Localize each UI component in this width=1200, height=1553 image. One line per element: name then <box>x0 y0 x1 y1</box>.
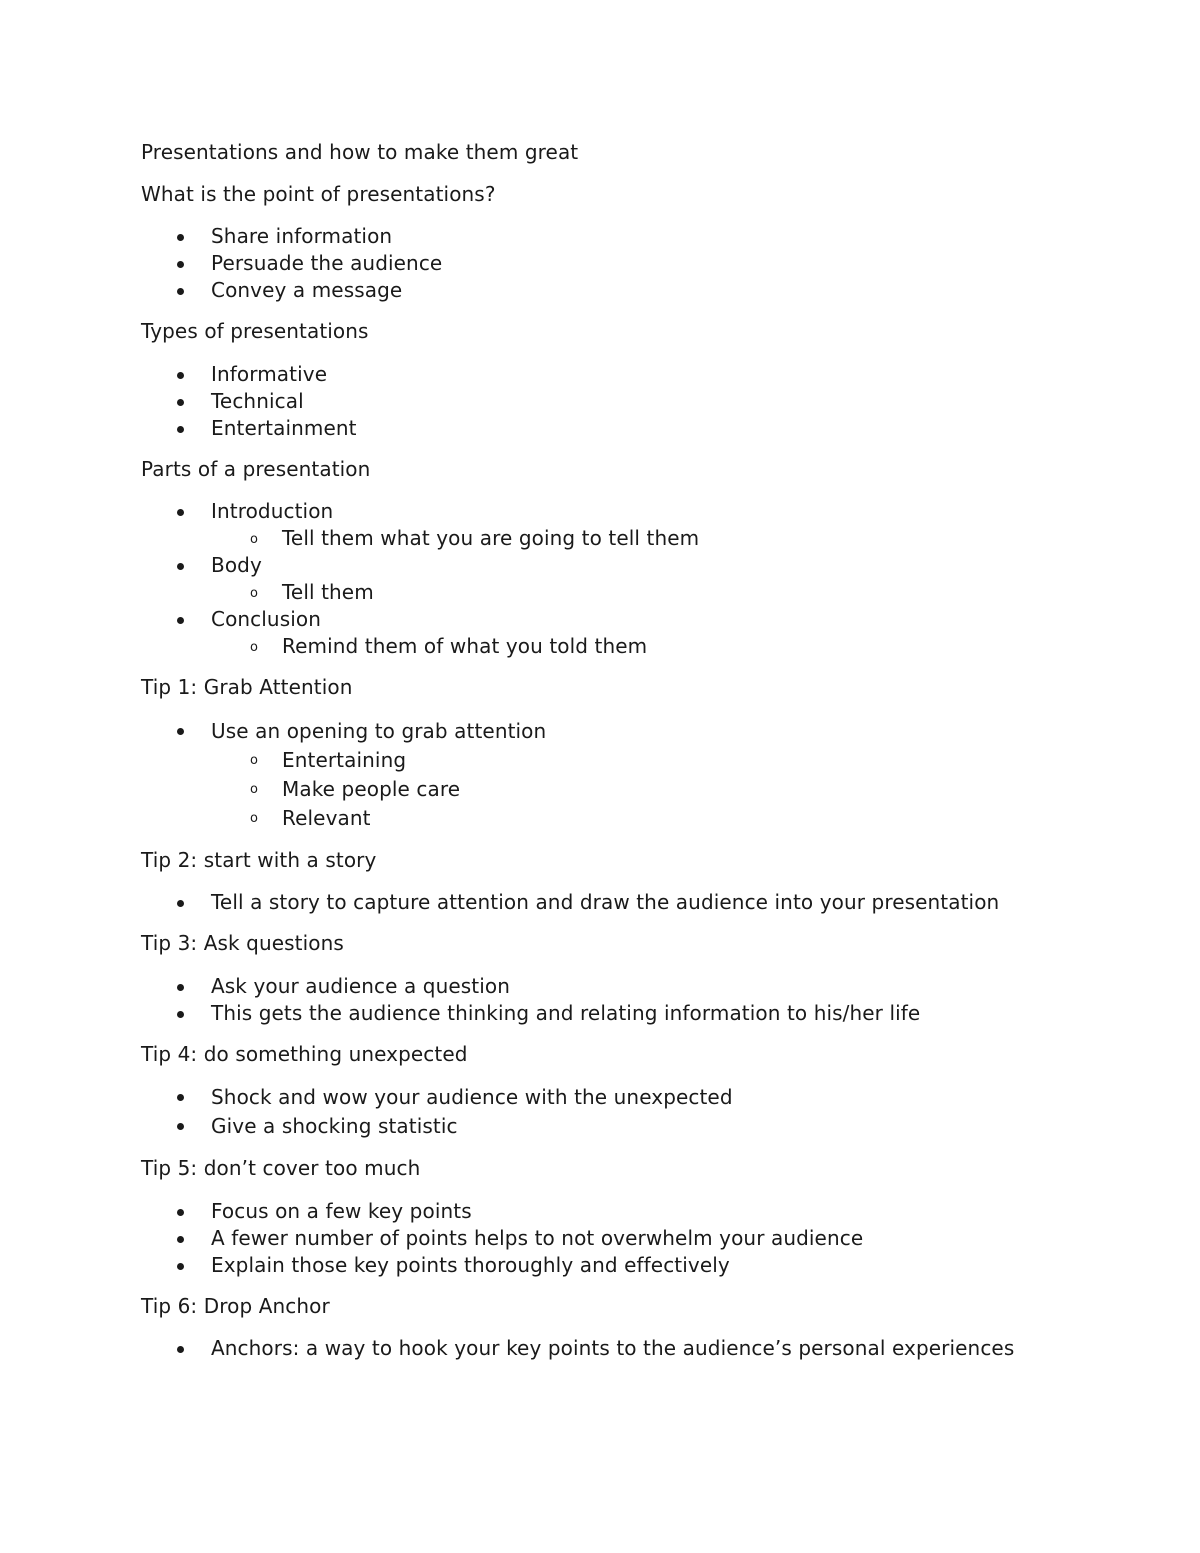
document-page <box>141 139 1101 1376</box>
bullet-list <box>141 973 1101 1027</box>
list-item <box>141 1000 1101 1027</box>
list-item <box>141 250 1101 277</box>
sub-bullet-icon: o <box>250 640 259 655</box>
bullet-list <box>141 223 1101 304</box>
sub-list-item-text: Entertaining <box>282 747 407 772</box>
list-item <box>141 223 1101 250</box>
section-heading: Parts of a presentation <box>141 456 371 481</box>
list-item-text: Focus on a few key points <box>211 1198 472 1223</box>
sub-bullet-icon: o <box>250 532 259 547</box>
list-item-text: Give a shocking statistic <box>211 1114 458 1138</box>
bullet-list <box>141 1083 1101 1141</box>
sub-list <box>211 633 1101 660</box>
list-item <box>141 1083 1101 1112</box>
bullet-list <box>141 498 1101 660</box>
list-item <box>141 973 1101 1000</box>
sub-list-item <box>141 633 1101 660</box>
section-heading: Tip 2: start with a story <box>141 847 377 872</box>
section-tip6 <box>141 1293 1101 1363</box>
list-item-text: A fewer number of points helps to not overwhelm your audience <box>211 1225 864 1250</box>
list-item <box>141 889 1101 916</box>
sub-list-item-text: Make people care <box>282 776 461 801</box>
bullet-icon <box>177 1263 184 1270</box>
sub-list-item <box>141 804 1101 833</box>
list-item-text: Ask your audience a question <box>211 973 511 998</box>
list-item-text: This gets the audience thinking and relating information to his/her life <box>211 1000 921 1025</box>
bullet-icon <box>177 728 184 735</box>
list-item-text: Explain those key points thoroughly and effectively <box>211 1252 730 1277</box>
section-heading: Tip 3: Ask questions <box>141 931 344 955</box>
bullet-list <box>141 889 1101 916</box>
list-item <box>141 552 1101 606</box>
bullet-icon <box>177 234 184 241</box>
list-item-text: Anchors: a way to hook your key points to the audience’s personal experiences <box>211 1336 1015 1360</box>
section-parts <box>141 456 1101 661</box>
list-item-text: Entertainment <box>211 415 357 440</box>
bullet-list <box>141 1198 1101 1279</box>
sub-list-item <box>141 579 1101 606</box>
list-item-text: Persuade the audience <box>211 251 443 275</box>
section-heading: Tip 6: Drop Anchor <box>141 1293 330 1318</box>
document-title: Presentations and how to make them great <box>141 140 579 164</box>
bullet-icon <box>177 288 184 295</box>
list-item-text: Conclusion <box>211 607 321 631</box>
sub-list-item <box>141 525 1101 552</box>
list-item <box>141 277 1101 304</box>
bullet-icon <box>177 399 184 406</box>
bullet-list <box>141 361 1101 442</box>
section-heading: Tip 5: don’t cover too much <box>141 1156 421 1180</box>
bullet-icon <box>177 1209 184 1216</box>
list-item <box>141 498 1101 552</box>
section-tip1 <box>141 674 1101 833</box>
list-item <box>141 1335 1071 1362</box>
bullet-icon <box>177 563 184 570</box>
list-item <box>141 1225 1101 1252</box>
list-item <box>141 415 1101 442</box>
bullet-icon <box>177 984 184 991</box>
list-item-text: Informative <box>211 361 328 386</box>
list-item-text: Share information <box>211 224 393 248</box>
sub-bullet-icon: o <box>250 781 259 797</box>
bullet-icon <box>177 1236 184 1243</box>
list-item <box>141 361 1101 388</box>
bullet-list <box>141 717 1101 833</box>
sub-list-item-text: Remind them of what you told them <box>282 634 648 658</box>
list-item <box>141 1112 1101 1141</box>
sub-list-item <box>141 746 1101 775</box>
sub-bullet-icon: o <box>250 586 259 601</box>
sub-list <box>211 579 1101 606</box>
list-item <box>141 1252 1101 1279</box>
sub-bullet-icon: o <box>250 810 259 826</box>
list-item-text: Convey a message <box>211 278 403 302</box>
bullet-icon <box>177 372 184 379</box>
sub-list <box>211 525 1101 552</box>
section-heading: What is the point of presentations? <box>141 181 496 206</box>
list-item <box>141 1198 1101 1225</box>
list-item-text: Introduction <box>211 499 334 523</box>
bullet-icon <box>177 617 184 624</box>
sub-bullet-icon: o <box>250 752 259 768</box>
list-item <box>141 606 1101 660</box>
list-item <box>141 717 1101 833</box>
section-tip4 <box>141 1041 1101 1142</box>
section-heading: Tip 4: do something unexpected <box>141 1041 468 1066</box>
list-item-text: Technical <box>211 388 304 413</box>
bullet-icon <box>177 1011 184 1018</box>
sub-list <box>211 746 1101 833</box>
sub-list-item <box>141 775 1101 804</box>
sub-list-item-text: Relevant <box>282 805 371 830</box>
bullet-icon <box>177 900 184 907</box>
list-item <box>141 388 1101 415</box>
section-heading: Types of presentations <box>141 319 369 343</box>
bullet-icon <box>177 1346 184 1353</box>
list-item-text: Body <box>211 553 262 577</box>
bullet-list <box>141 1335 1101 1362</box>
list-item-text: Tell a story to capture attention and draw the audience into your presentation <box>211 890 1000 914</box>
sub-list-item-text: Tell them what you are going to tell them <box>282 526 700 550</box>
bullet-icon <box>177 509 184 516</box>
bullet-icon <box>177 261 184 268</box>
sub-list-item-text: Tell them <box>282 580 374 604</box>
list-item-text: Use an opening to grab attention <box>211 718 547 743</box>
section-heading: Tip 1: Grab Attention <box>141 675 353 699</box>
section-types <box>141 318 1101 442</box>
section-tip3 <box>141 930 1101 1027</box>
bullet-icon <box>177 1094 184 1101</box>
section-tip2 <box>141 847 1101 917</box>
section-tip5 <box>141 1155 1101 1279</box>
bullet-icon <box>177 1123 184 1130</box>
bullet-icon <box>177 426 184 433</box>
list-item-text: Shock and wow your audience with the unexpected <box>211 1085 733 1109</box>
section-point <box>141 181 1101 305</box>
